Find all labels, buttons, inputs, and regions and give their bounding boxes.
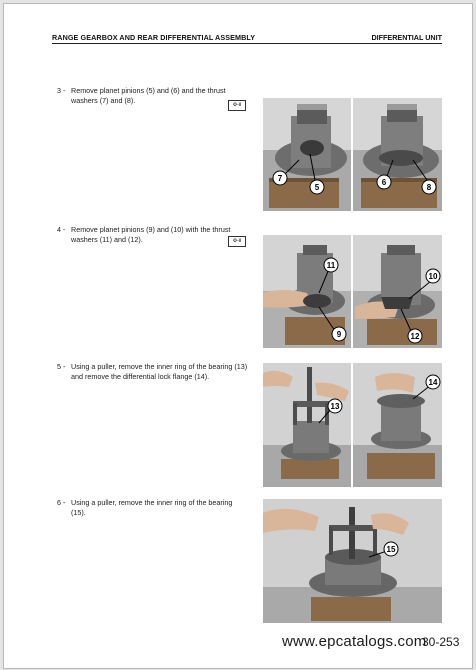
watermark-url[interactable]: www.epcatalogs.com — [282, 633, 427, 650]
header-rule — [52, 43, 442, 44]
page-number: 30-253 — [422, 635, 460, 649]
section-title: RANGE GEARBOX AND REAR DIFFERENTIAL ASSEMBLY — [52, 33, 256, 42]
step-4 — [57, 225, 252, 245]
step-5-photo — [263, 363, 442, 487]
callout-label: 5 — [314, 183, 320, 192]
callout-label: 6 — [381, 178, 387, 187]
step-text-line: Using a puller, remove the inner ring of the bearing — [71, 498, 233, 507]
step-3 — [57, 86, 252, 106]
step-number: 6 - — [57, 498, 66, 507]
step-6-photo — [263, 499, 442, 623]
reference-icon: ⚙-Ⅱ — [228, 236, 246, 247]
step-text-line: washers (7) and (8). — [71, 96, 136, 105]
callout-label: 7 — [277, 174, 283, 183]
step-4-photo — [263, 235, 442, 348]
callout-label: 13 — [330, 402, 340, 411]
step-number: 4 - — [57, 225, 66, 234]
step-text-line: Remove planet pinions (9) and (10) with the thrust — [71, 225, 231, 234]
callout-label: 12 — [410, 332, 420, 341]
callout-label: 15 — [386, 545, 396, 554]
step-text-line: (15). — [71, 508, 86, 517]
step-number: 5 - — [57, 362, 66, 371]
callout-label: 9 — [336, 330, 342, 339]
step-5 — [57, 362, 252, 382]
callout-label: 14 — [428, 378, 438, 387]
reference-icon: ⚙-Ⅱ — [228, 100, 246, 111]
step-6 — [57, 498, 252, 518]
step-text-line: Remove planet pinions (5) and (6) and the thrust — [71, 86, 226, 95]
callout-label: 8 — [426, 183, 432, 192]
callout-label: 11 — [326, 261, 336, 270]
step-text-line: and remove the differential lock flange (14). — [71, 372, 210, 381]
step-3-photo — [263, 98, 442, 211]
step-number: 3 - — [57, 86, 66, 95]
manual-page — [3, 3, 473, 669]
unit-title: DIFFERENTIAL UNIT — [371, 33, 442, 42]
step-text-line: Using a puller, remove the inner ring of the bearing (13) — [71, 362, 248, 371]
callout-label: 10 — [428, 272, 438, 281]
step-text-line: washers (11) and (12). — [71, 235, 143, 244]
